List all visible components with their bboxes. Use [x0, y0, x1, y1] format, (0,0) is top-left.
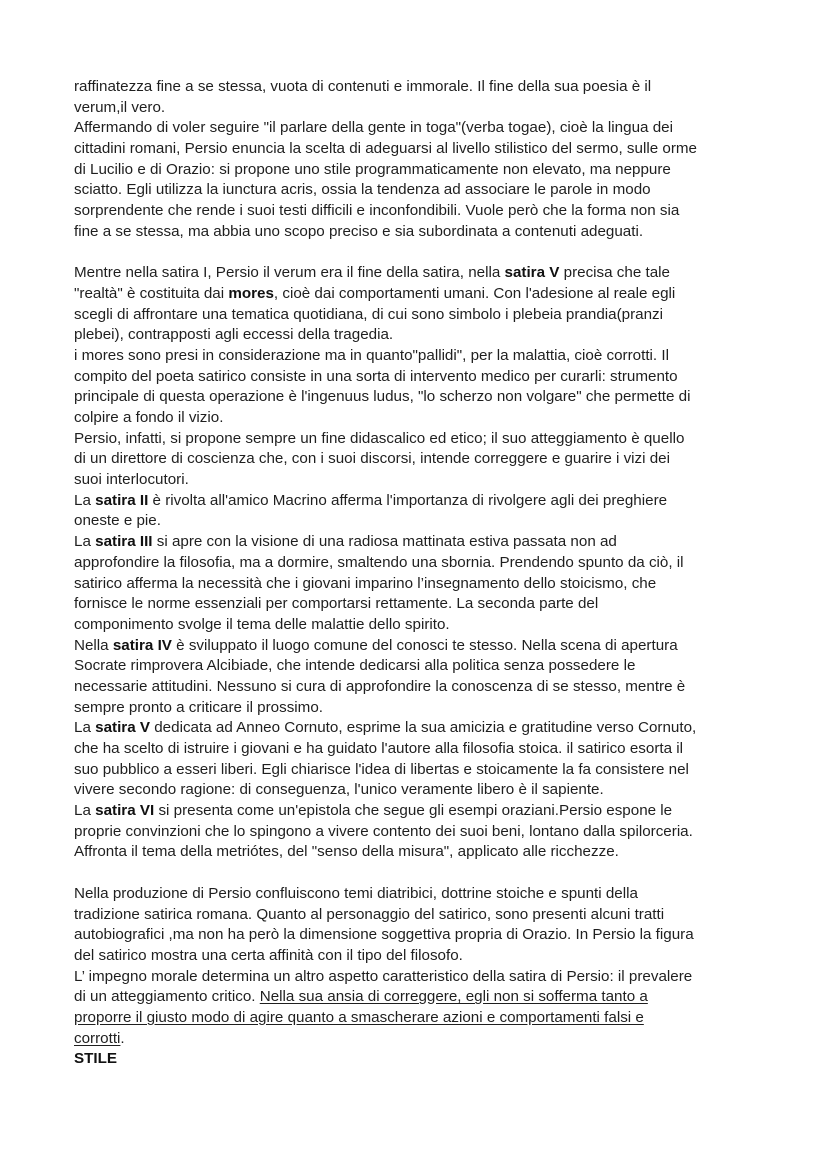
text-line: fine a se stessa, ma abbia uno scopo preciso e sia subordinata a contenuti adeguati.	[74, 222, 644, 240]
text-line: componimento svolge il tema delle malattie dello spirito.	[74, 615, 450, 633]
text-span: dedicata ad Anneo Cornuto, esprime la sua amicizia e gratitudine verso Cornuto,	[150, 719, 697, 737]
text-line: tradizione satirica romana. Quanto al personaggio del satirico, sono presenti alcuni tratti	[74, 905, 665, 923]
text-span: si apre con la visione di una radiosa mattinata estiva passata non ad	[152, 533, 617, 551]
text-line	[74, 636, 764, 657]
text-span: è sviluppato il luogo comune del conosci te stesso. Nella scena di apertura	[171, 636, 678, 654]
section-heading-stile	[74, 1049, 764, 1070]
bold-term: satira V	[504, 264, 560, 282]
text-line: sempre pronto a criticare il prossimo.	[74, 698, 323, 716]
text-span: si presenta come un'epistola che segue gli esempi oraziani.Persio espone le	[154, 802, 673, 820]
text-line: di Lucilio e di Orazio: si propone uno stile programmaticamente non elevato, ma neppure	[74, 160, 671, 178]
text-line: sorprendente che rende i suoi testi difficili e inconfondibili. Vuole però che la forma non sia	[74, 202, 680, 220]
text-span: La	[74, 533, 96, 551]
text-line	[74, 718, 764, 739]
text-line: Affermando di voler seguire "il parlare della gente in toga"(verba togae), cioè la lingua dei	[74, 119, 673, 137]
text-line: principale di questa operazione è l'ingenuus ludus, "lo scherzo non volgare" che permette di	[74, 388, 691, 406]
text-line: raffinatezza fine a se stessa, vuota di contenuti e immorale. Il fine della sua poesia è il	[74, 78, 652, 95]
text-line: sciatto. Egli utilizza la iunctura acris, ossia la tendenza ad associare le parole in modo	[74, 181, 651, 199]
paragraph-gap	[74, 863, 764, 884]
text-line: Socrate rimprovera Alcibiade, che intende dedicarsi alla politica senza possedere le	[74, 657, 636, 675]
underlined-text: corrotti	[74, 1029, 121, 1047]
text-line: colpire a fondo il vizio.	[74, 409, 224, 426]
text-line: satirico afferma la necessità che i giovani imparino l’insegnamento dello stoicismo, che	[74, 574, 657, 592]
text-line: di un direttore di coscienza che, con i suoi discorsi, intende correggere e guarire i vizi dei	[74, 450, 670, 468]
document-page	[74, 77, 764, 1070]
text-line: scegli di affrontare una tematica quotidiana, di cui sono simbolo i plebeia prandia(pranzi	[74, 305, 664, 323]
text-line: Affronta il tema della metriótes, del "senso della misura", applicato alle ricchezze.	[74, 843, 619, 861]
text-line: del satirico mostra una certa affinità con il tipo del filosofo.	[74, 946, 463, 964]
paragraph-produzione	[74, 884, 764, 1050]
text-line: autobiografici ,ma non ha però la dimensione soggettiva propria di Orazio. In Persio la figura	[74, 926, 694, 944]
text-span: , cioè dai comportamenti umani. Con l'adesione al reale egli	[273, 284, 676, 302]
text-line	[74, 284, 764, 305]
text-line: plebei), contrapposti agli eccessi della tragedia.	[74, 326, 394, 344]
text-line: oneste e pie.	[74, 512, 161, 530]
text-span: di un atteggiamento critico.	[74, 988, 260, 1006]
text-span: La	[74, 802, 96, 820]
text-span: La	[74, 491, 96, 509]
text-line	[74, 491, 764, 512]
underlined-text: Nella sua ansia di correggere, egli non si sofferma tanto a	[259, 988, 648, 1006]
bold-term: satira IV	[112, 636, 172, 654]
bold-term: satira V	[95, 719, 151, 737]
text-line: compito del poeta satirico consiste in una sorta di intervento medico per curarli: strumento	[74, 367, 678, 385]
text-line: verum,il vero.	[74, 98, 166, 116]
heading-text: STILE	[74, 1050, 118, 1068]
text-line: cittadini romani, Persio enuncia la scelta di adeguarsi al livello stilistico del sermo, sulle orme	[74, 140, 697, 158]
paragraph-verba-togae	[74, 77, 764, 243]
text-line: approfondire la filosofia, ma a dormire, smaltendo una sbornia. Prendendo spunto da ciò, il	[74, 553, 684, 571]
text-span: Nella	[74, 636, 113, 654]
paragraph-gap	[74, 243, 764, 264]
text-line	[74, 987, 764, 1008]
bold-term: satira II	[95, 491, 149, 509]
text-line: necessarie attitudini. Nessuno si cura di approfondire la conoscenza di se stesso, mentre è	[74, 677, 686, 695]
text-span: La	[74, 719, 96, 737]
text-line	[74, 532, 764, 553]
text-span: precisa che tale	[559, 264, 670, 282]
bold-term: satira III	[95, 533, 153, 551]
text-line	[74, 801, 764, 822]
paragraph-satire	[74, 263, 764, 863]
bold-term: mores	[228, 284, 274, 302]
bold-term: satira VI	[95, 802, 155, 820]
text-span: "realtà" è costituita dai	[74, 284, 229, 302]
text-line: proprie convinzioni che lo spingono a vivere contento dei suoi beni, lontano dalla spilorceria.	[74, 822, 693, 840]
text-line: suoi interlocutori.	[74, 471, 189, 489]
text-line	[74, 1029, 764, 1050]
text-line	[74, 263, 764, 284]
text-span: Mentre nella satira I, Persio il verum era il fine della satira, nella	[74, 264, 505, 282]
text-line: Persio, infatti, si propone sempre un fine didascalico ed etico; il suo atteggiamento è quello	[74, 429, 685, 447]
text-line	[74, 1008, 764, 1029]
text-line: vivere secondo ragione: di conseguenza, l'unico veramente libero è il sapiente.	[74, 781, 604, 799]
text-span: .	[120, 1029, 125, 1047]
underlined-text: proporre il giusto modo di agire quanto a smascherare azioni e comportamenti falsi e	[74, 1008, 644, 1026]
text-line: i mores sono presi in considerazione ma in quanto"pallidi", per la malattia, cioè corrotti. Il	[74, 346, 669, 364]
text-line: L’ impegno morale determina un altro aspetto caratteristico della satira di Persio: il prevalere	[74, 967, 693, 985]
text-line: fornisce le norme essenziali per comportarsi rettamente. La seconda parte del	[74, 595, 599, 613]
text-span: è rivolta all'amico Macrino afferma l'importanza di rivolgere agli dei preghiere	[148, 491, 668, 509]
text-line: che ha scelto di istruire i giovani e ha guidato l'autore alla filosofia stoica. il satirico esorta il	[74, 740, 684, 757]
text-line: suo pubblico a esseri liberi. Egli chiarisce l'idea di libertas e stoicamente la fa consistere nel	[74, 760, 689, 778]
text-line: Nella produzione di Persio confluiscono temi diatribici, dottrine stoiche e spunti della	[74, 884, 638, 902]
